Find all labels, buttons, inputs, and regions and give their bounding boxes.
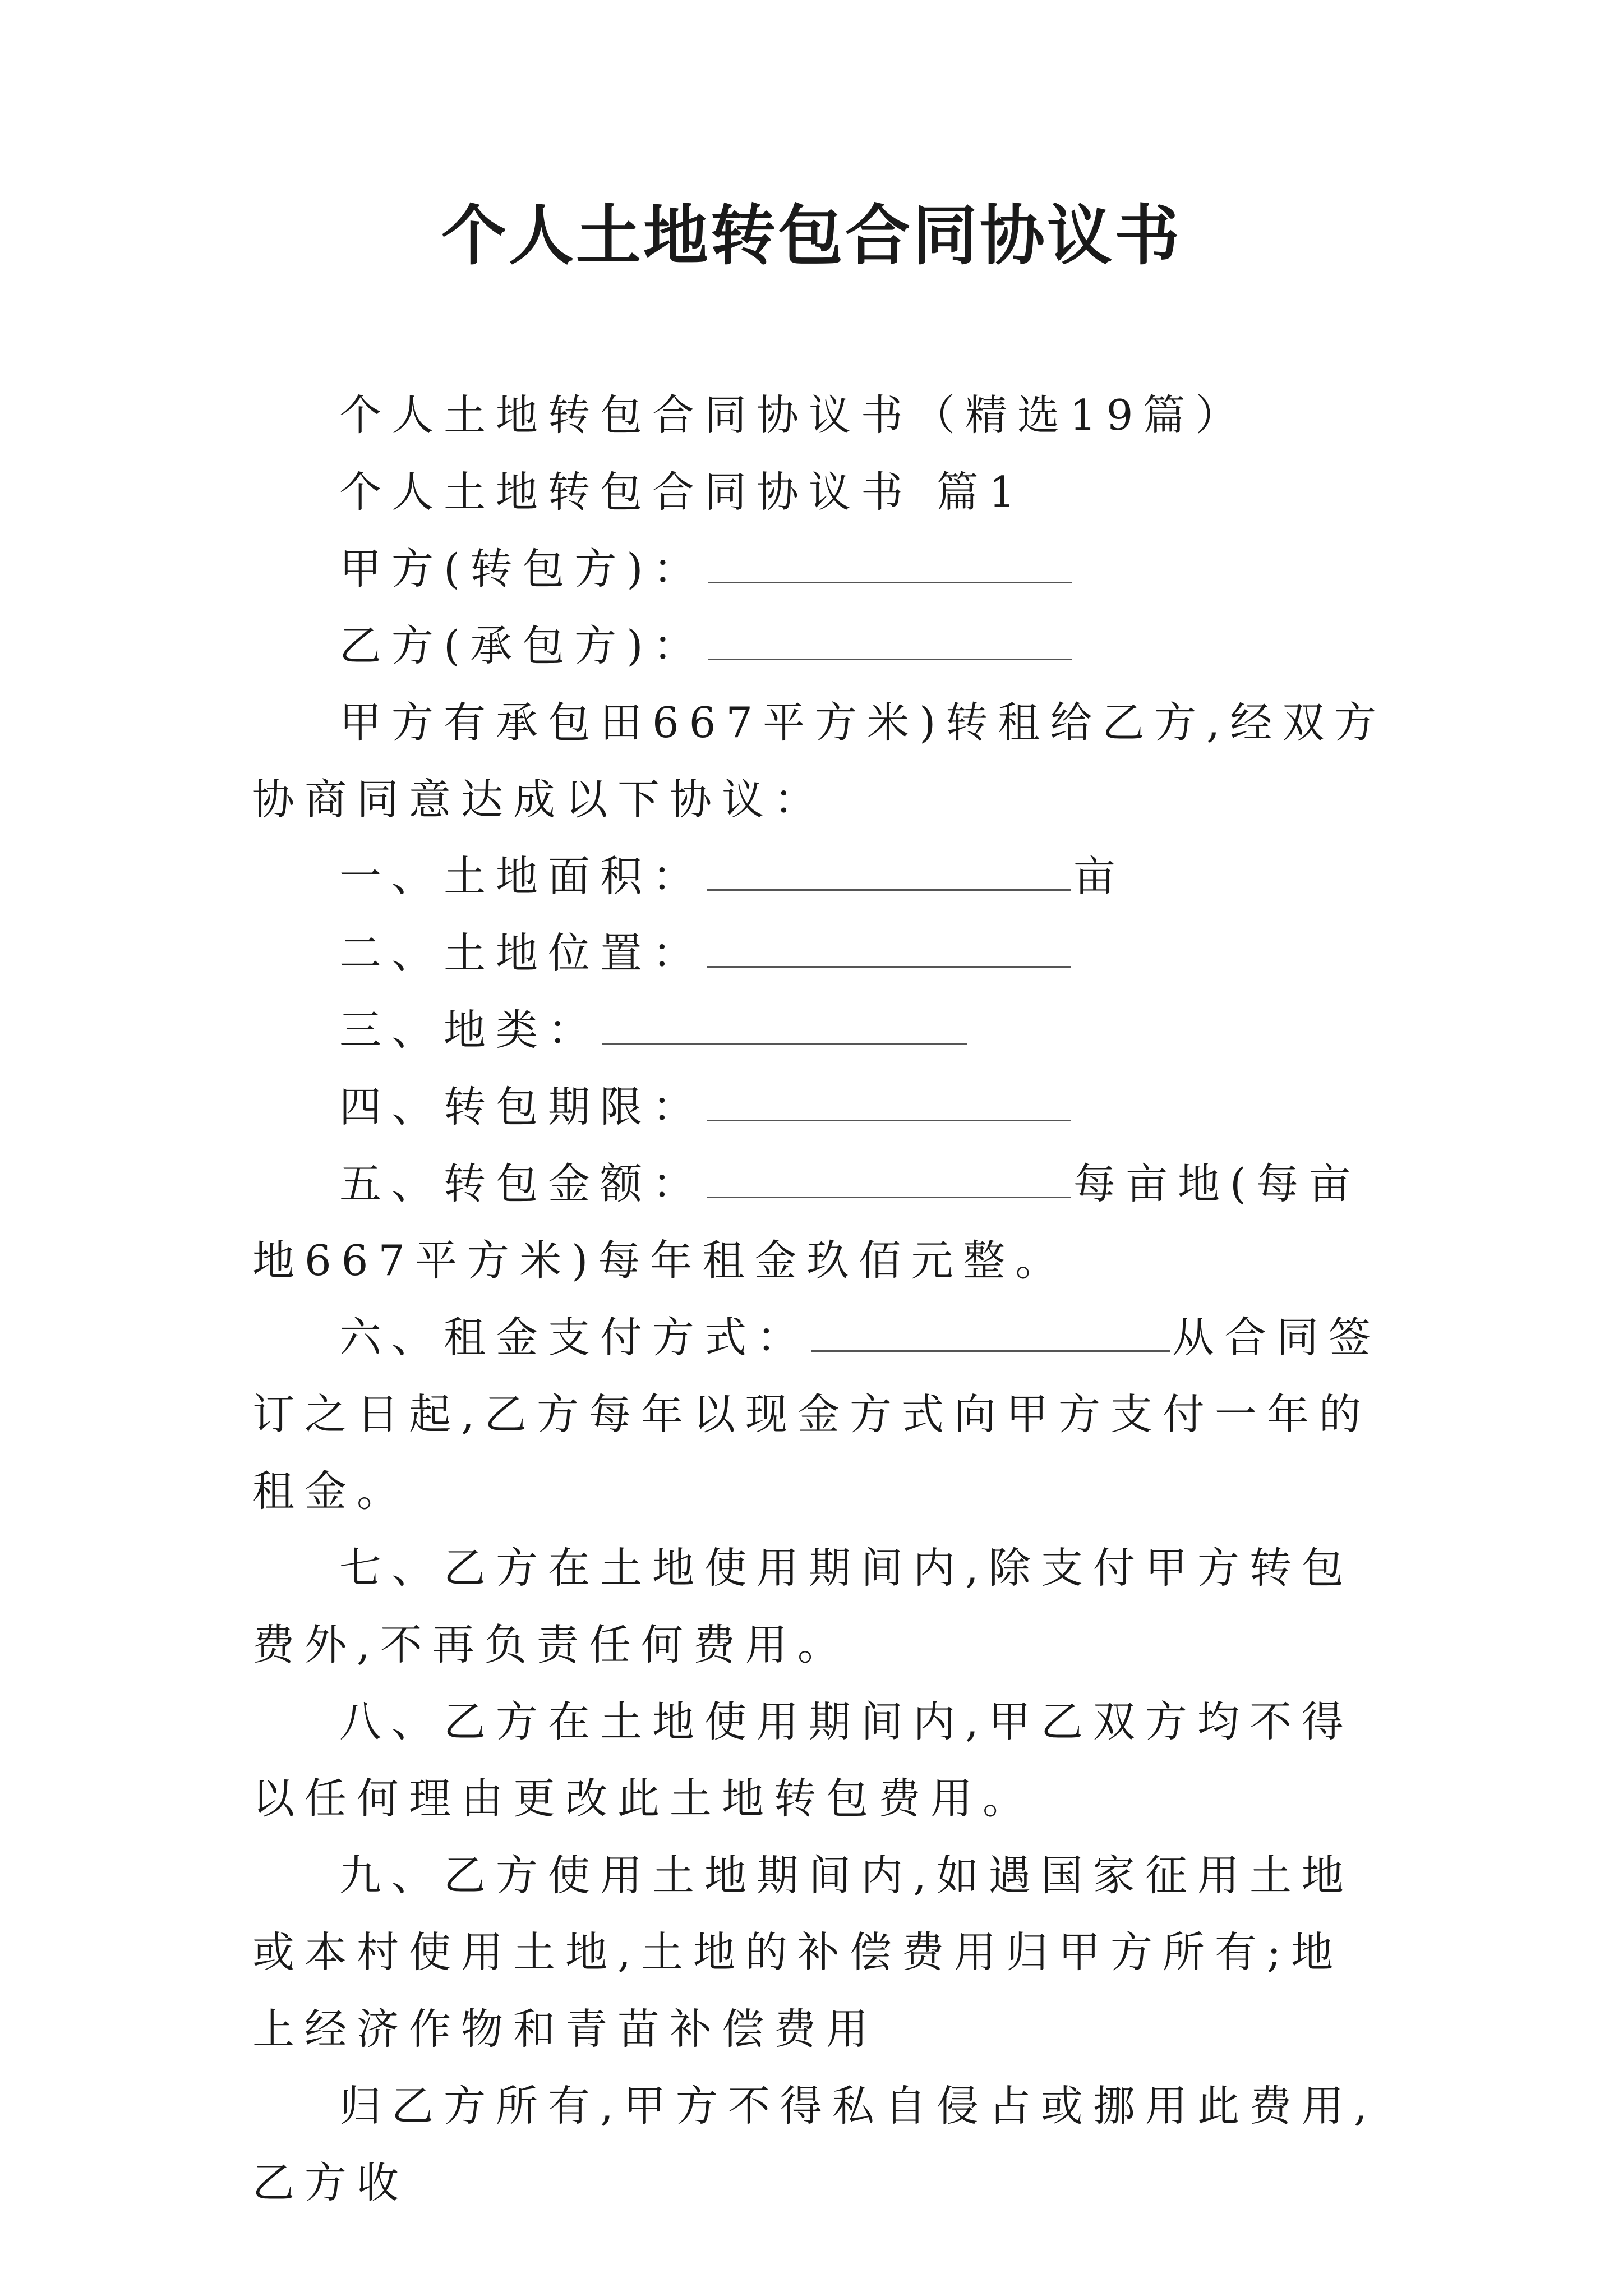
item1-line bbox=[252, 838, 1391, 915]
item9-paragraph: 九、乙方使用土地期间内,如遇国家征用土地或本村使用土地,土地的补偿费用归甲方所有;地上经济作物和青苗补偿费用 bbox=[252, 1851, 1354, 2054]
party-a-blank bbox=[708, 548, 1072, 583]
item6-blank bbox=[811, 1317, 1170, 1352]
item4-label: 四、转包期限： bbox=[339, 1082, 705, 1131]
item3-label: 三、地类： bbox=[339, 1005, 601, 1055]
item3-line bbox=[252, 992, 1391, 1069]
item6-label: 六、租金支付方式： bbox=[339, 1313, 809, 1362]
item7-paragraph: 七、乙方在土地使用期间内,除支付甲方转包费外,不再负责任何费用。 bbox=[252, 1543, 1354, 1669]
item5-text: 每亩地(每亩地667平方米)每年租金玖佰元整。 bbox=[252, 1159, 1361, 1285]
item1-label: 一、土地面积： bbox=[339, 852, 705, 901]
item5-blank bbox=[707, 1163, 1071, 1198]
party-a-label: 甲方(转包方)： bbox=[339, 544, 706, 593]
item6-paragraph bbox=[252, 1299, 1391, 1530]
item4-blank bbox=[707, 1086, 1071, 1121]
item9-continuation: 归乙方所有,甲方不得私自侵占或挪用此费用,乙方收 bbox=[252, 2081, 1377, 2207]
item1-blank bbox=[707, 855, 1071, 891]
item1-unit: 亩 bbox=[1073, 852, 1126, 901]
party-a-line bbox=[252, 531, 1391, 608]
item2-line bbox=[252, 915, 1391, 992]
document-title: 个人土地转包合同协议书 bbox=[441, 197, 1182, 274]
item5-label: 五、转包金额： bbox=[339, 1159, 705, 1208]
item6-text: 从合同签订之日起,乙方每年以现金方式向甲方支付一年的租金。 bbox=[252, 1313, 1381, 1516]
party-b-line bbox=[252, 608, 1391, 684]
item3-blank bbox=[602, 1009, 967, 1045]
document-body bbox=[252, 377, 1391, 2221]
item5-paragraph bbox=[252, 1145, 1391, 1299]
party-b-blank bbox=[708, 625, 1072, 660]
section-heading: 个人土地转包合同协议书 篇1 bbox=[339, 467, 1026, 517]
party-b-label: 乙方(承包方)： bbox=[339, 621, 706, 670]
item4-line bbox=[252, 1069, 1391, 1145]
intro-paragraph: 甲方有承包田667平方米)转租给乙方,经双方协商同意达成以下协议： bbox=[252, 698, 1387, 824]
item8-paragraph: 八、乙方在土地使用期间内,甲乙双方均不得以任何理由更改此土地转包费用。 bbox=[252, 1697, 1354, 1823]
item2-label: 二、土地位置： bbox=[339, 928, 705, 978]
subtitle: 个人土地转包合同协议书（精选19篇） bbox=[339, 390, 1248, 440]
item2-blank bbox=[707, 932, 1071, 968]
